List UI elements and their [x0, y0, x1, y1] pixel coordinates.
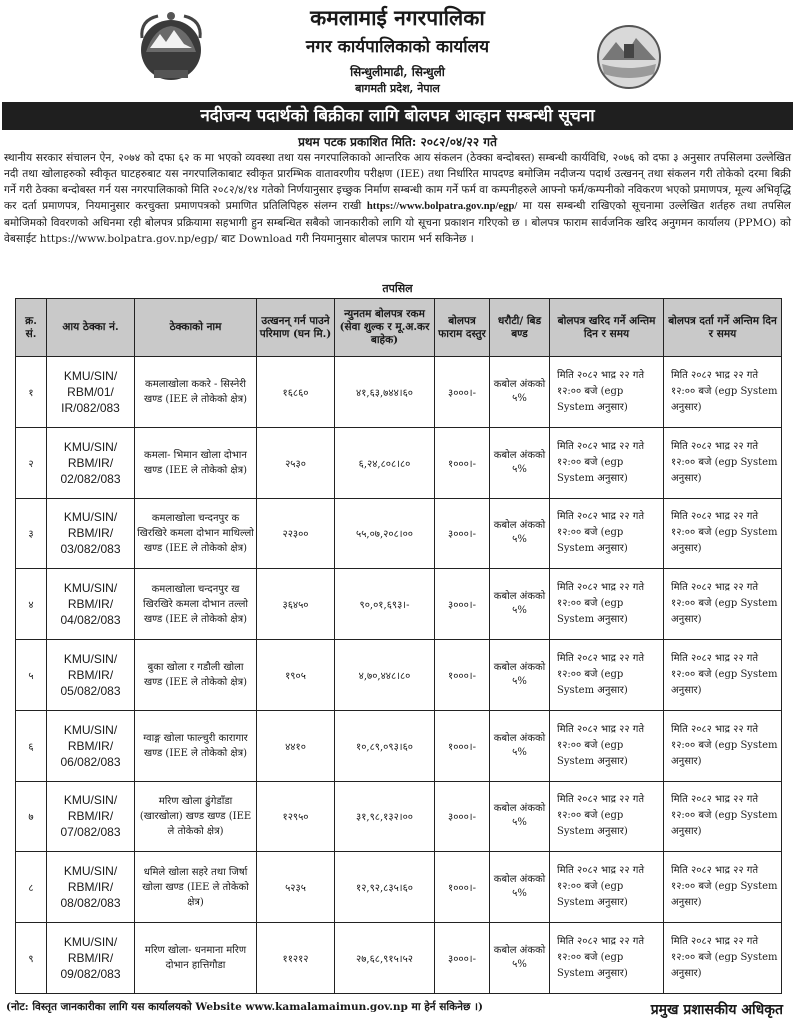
bolpatra-link[interactable]: https://www.bolpatra.gov.np/egp/ [366, 201, 518, 212]
header-register-date: बोलपत्र दर्ता गर्ने अन्तिम दिन र समय [664, 299, 782, 357]
table-row [16, 781, 782, 852]
cell-fee: ३०००।- [435, 923, 490, 994]
header-sn: क्र. सं. [16, 299, 47, 357]
cell-name: कमलाखोला चन्दनपुर ख खिरखिरे कमला दोभान तल्लो खण्ड (IEE ले तोकेको क्षेत्र) [135, 569, 257, 640]
cell-guarantee: कबोल अंकको ५% [490, 781, 550, 852]
cell-name: कमला- भिमान खोला दोभान खण्ड (IEE ले तोकेको क्षेत्र) [135, 427, 257, 498]
published-date: प्रथम पटक प्रकाशित मिति: २०८२/०४/२२ गते [298, 135, 497, 149]
cell-quantity: १६८६० [257, 357, 335, 428]
cell-guarantee: कबोल अंकको ५% [490, 710, 550, 781]
table-row [16, 357, 782, 428]
table-row [16, 852, 782, 923]
cell-fee: १०००।- [435, 427, 490, 498]
table-row [16, 923, 782, 994]
cell-register-date: मिति २०८२ भाद्र २२ गते १२:०० बजे (egp System अनुसार) [664, 781, 782, 852]
cell-quantity: ३६४५० [257, 569, 335, 640]
notice-body-part1: स्थानीय सरकार संचालन ऐन, २०७४ को दफा ६२ क मा भएको व्यवस्था तथा यस नगरपालिकाको आन्तरिक आय संकलन (ठेक्का बन्दोबस्त) सम्बन्धी कार्यविधि, २०७६ को दफा ३ अनुसार तपसिलमा उल्लेखित नदी तथा खोलाहरुको स्वीकृत घाटहरुबाट यस नगरपालिकाबाट स्वीकृत प्रारम्भिक वातावरणीय परीक्षण (IEE) तथा निर्धारित मापदण्ड बमोजिम नदीजन्य पदार्थ उत्खनन् तथा संकलन गरी तोकेको दरमा बिक्री गर्ने गरी ठेक्का बन्दोबस्त गर्न यस नगरपालिकाको मिति २०८२/४/१४ गतेको निर्णयानुसार इच्छुक निर्माण सम्बन्धी काम गर्ने फर्म वा कम्पनीहरुले आफ्नो फर्म/कम्पनीको नविकरण भएको प्रमाणपत्र, मूल्य अभिवृद्धि कर दर्ता प्रमाणपत्र, नियमानुसार करचुक्ता प्रमाणपत्रको प्रमाणित प्रतिलिपिहरु संलग्न राखी [4, 152, 791, 212]
header [0, 0, 795, 100]
cell-fee: ३०००।- [435, 357, 490, 428]
cell-fee: १०००।- [435, 710, 490, 781]
cell-code: KMU/SIN/ RBM/IR/ 09/082/083 [47, 923, 135, 994]
cell-register-date: मिति २०८२ भाद्र २२ गते १२:०० बजे (egp System अनुसार) [664, 852, 782, 923]
cell-fee: ३०००।- [435, 498, 490, 569]
cell-buy-date: मिति २०८२ भाद्र २२ गते १२:०० बजे (egp System अनुसार) [550, 923, 664, 994]
cell-buy-date: मिति २०८२ भाद्र २२ गते १२:०० बजे (egp System अनुसार) [550, 427, 664, 498]
cell-quantity: ५२३५ [257, 852, 335, 923]
cell-quantity: २५३० [257, 427, 335, 498]
cell-name: मरिण खोला ढुंगेडाँडा (खारखोला) खण्ड खण्ड (IEE ले तोकेको क्षेत्र) [135, 781, 257, 852]
cell-register-date: मिति २०८२ भाद्र २२ गते १२:०० बजे (egp System अनुसार) [664, 923, 782, 994]
cell-sn: ८ [16, 852, 47, 923]
cell-code: KMU/SIN/ RBM/IR/ 02/082/083 [47, 427, 135, 498]
cell-buy-date: मिति २०८२ भाद्र २२ गते १२:०० बजे (egp System अनुसार) [550, 640, 664, 711]
cell-sn: ३ [16, 498, 47, 569]
cell-sn: ६ [16, 710, 47, 781]
cell-code: KMU/SIN/ RBM/IR/ 05/082/083 [47, 640, 135, 711]
cell-sn: ९ [16, 923, 47, 994]
header-quantity: उत्खनन् गर्न पाउने परिमाण (घन मि.) [257, 299, 335, 357]
header-min-bid: न्युनतम बोलपत्र रकम (सेवा शुल्क र मू.अ.कर बाहेक) [335, 299, 435, 357]
table-row [16, 427, 782, 498]
header-fee: बोलपत्र फाराम दस्तुर [435, 299, 490, 357]
notice-body [4, 150, 791, 247]
cell-code: KMU/SIN/ RBM/IR/ 03/082/083 [47, 498, 135, 569]
table-header-row [16, 299, 782, 357]
cell-register-date: मिति २०८२ भाद्र २२ गते १२:०० बजे (egp System अनुसार) [664, 710, 782, 781]
header-guarantee: धरौटी/ बिड बण्ड [490, 299, 550, 357]
table-caption: तपसिल [382, 282, 413, 295]
cell-register-date: मिति २०८२ भाद्र २२ गते १२:०० बजे (egp System अनुसार) [664, 427, 782, 498]
cell-buy-date: मिति २०८२ भाद्र २२ गते १२:०० बजे (egp System अनुसार) [550, 357, 664, 428]
cell-fee: ३०००।- [435, 781, 490, 852]
cell-quantity: १२९५० [257, 781, 335, 852]
cell-guarantee: कबोल अंकको ५% [490, 427, 550, 498]
cell-guarantee: कबोल अंकको ५% [490, 852, 550, 923]
cell-guarantee: कबोल अंकको ५% [490, 640, 550, 711]
cell-name: बुका खोला र गडौली खोला खण्ड (IEE ले तोकेको क्षेत्र) [135, 640, 257, 711]
cell-name: धमिले खोला सहरे तथा जिर्षा खोला खण्ड (IEE ले तोकेको क्षेत्र) [135, 852, 257, 923]
notice-title: नदीजन्य पदार्थको बिक्रीका लागि बोलपत्र आव्हान सम्बन्धी सूचना [2, 102, 793, 130]
cell-fee: १०००।- [435, 852, 490, 923]
cell-register-date: मिति २०८२ भाद्र २२ गते १२:०० बजे (egp System अनुसार) [664, 498, 782, 569]
cell-buy-date: मिति २०८२ भाद्र २२ गते १२:०० बजे (egp System अनुसार) [550, 781, 664, 852]
cell-sn: ४ [16, 569, 47, 640]
signatory: प्रमुख प्रशासकीय अधिकृत [650, 1002, 783, 1018]
cell-buy-date: मिति २०८२ भाद्र २२ गते १२:०० बजे (egp System अनुसार) [550, 852, 664, 923]
cell-register-date: मिति २०८२ भाद्र २२ गते १२:०० बजे (egp System अनुसार) [664, 640, 782, 711]
header-name: ठेक्काको नाम [135, 299, 257, 357]
cell-code: KMU/SIN/ RBM/IR/ 06/082/083 [47, 710, 135, 781]
address: सिन्धुलीमाढी, सिन्धुली [350, 65, 445, 79]
cell-name: ग्वाङ्ग खोला फाल्चुरी कारागार खण्ड (IEE ले तोकेको क्षेत्र) [135, 710, 257, 781]
cell-register-date: मिति २०८२ भाद्र २२ गते १२:०० बजे (egp System अनुसार) [664, 569, 782, 640]
province: बागमती प्रदेश, नेपाल [355, 82, 440, 95]
cell-fee: १०००।- [435, 640, 490, 711]
cell-quantity: १९०५ [257, 640, 335, 711]
cell-sn: १ [16, 357, 47, 428]
cell-sn: ७ [16, 781, 47, 852]
cell-name: कमलाखोला चन्दनपुर क खिरखिरे कमला दोभान माथिल्लो खण्ड (IEE ले तोकेको क्षेत्र) [135, 498, 257, 569]
table-row [16, 710, 782, 781]
notice-body-part2: मा यस सम्बन्धी राखिएको सूचनामा उल्लेखित शर्तहरु तथा तपसिल बमोजिमको विवरणको अधिनमा रही बोलपत्र प्रक्रियामा सहभागी हुन सम्बन्धित सबैको जानकारीको लागि यो सूचना प्रकाशन गरिएको छ । बोलपत्र फाराम सार्वजनिक खरिद अनुगमन कार्यालय (PPMO) को वेबसाईट [4, 200, 791, 245]
cell-guarantee: कबोल अंकको ५% [490, 498, 550, 569]
cell-buy-date: मिति २०८२ भाद्र २२ गते १२:०० बजे (egp System अनुसार) [550, 498, 664, 569]
cell-quantity: ४४१० [257, 710, 335, 781]
table-row [16, 640, 782, 711]
cell-min-bid: ४१,६३,७४४।६० [335, 357, 435, 428]
cell-buy-date: मिति २०८२ भाद्र २२ गते १२:०० बजे (egp System अनुसार) [550, 710, 664, 781]
cell-min-bid: ९०,०१,६९३।- [335, 569, 435, 640]
cell-min-bid: ४,७०,४४८।८० [335, 640, 435, 711]
notice-body-part3: बाट Download गरी नियमानुसार बोलपत्र फाराम भर्न सकिनेछ । [221, 233, 474, 245]
cell-min-bid: २७,६८,९१५।५२ [335, 923, 435, 994]
cell-sn: ५ [16, 640, 47, 711]
header-code: आय ठेक्का नं. [47, 299, 135, 357]
cell-guarantee: कबोल अंकको ५% [490, 923, 550, 994]
cell-min-bid: ५५,०७,२०८।०० [335, 498, 435, 569]
table-row [16, 569, 782, 640]
cell-code: KMU/SIN/ RBM/01/ IR/082/083 [47, 357, 135, 428]
footer-note: (नोट: विस्तृत जानकारीका लागि यस कार्यालयको Website www.kamalamaimun.gov.np मा हेर्न सकिनेछ ।) [6, 1001, 483, 1013]
cell-buy-date: मिति २०८२ भाद्र २२ गते १२:०० बजे (egp System अनुसार) [550, 569, 664, 640]
cell-name: कमलाखोला ककरे - सिस्नेरी खण्ड (IEE ले तोकेको क्षेत्र) [135, 357, 257, 428]
office-name: नगर कार्यपालिकाको कार्यालय [305, 37, 490, 57]
municipality-logo-icon [596, 24, 662, 90]
header-buy-date: बोलपत्र खरिद गर्ने अन्तिम दिन र समय [550, 299, 664, 357]
cell-code: KMU/SIN/ RBM/IR/ 07/082/083 [47, 781, 135, 852]
cell-code: KMU/SIN/ RBM/IR/ 08/082/083 [47, 852, 135, 923]
municipality-name: कमलामाई नगरपालिका [310, 5, 485, 30]
cell-register-date: मिति २०८२ भाद्र २२ गते १२:०० बजे (egp System अनुसार) [664, 357, 782, 428]
cell-guarantee: कबोल अंकको ५% [490, 569, 550, 640]
bolpatra-link-2[interactable]: https://www.bolpatra.gov.np/egp/ [39, 233, 218, 245]
cell-code: KMU/SIN/ RBM/IR/ 04/082/083 [47, 569, 135, 640]
table-row [16, 498, 782, 569]
cell-min-bid: ६,२४,८०८।८० [335, 427, 435, 498]
cell-min-bid: १०,८९,०९३।६० [335, 710, 435, 781]
cell-name: मरिण खोला- धनमाना मरिण दोभान हात्तिगौडा [135, 923, 257, 994]
cell-min-bid: ३१,९८,१३२।०० [335, 781, 435, 852]
cell-fee: ३०००।- [435, 569, 490, 640]
tender-table [15, 298, 782, 994]
cell-min-bid: १२,९२,८३५।६० [335, 852, 435, 923]
cell-guarantee: कबोल अंकको ५% [490, 357, 550, 428]
cell-quantity: ११२१२ [257, 923, 335, 994]
cell-sn: २ [16, 427, 47, 498]
cell-quantity: २२३०० [257, 498, 335, 569]
